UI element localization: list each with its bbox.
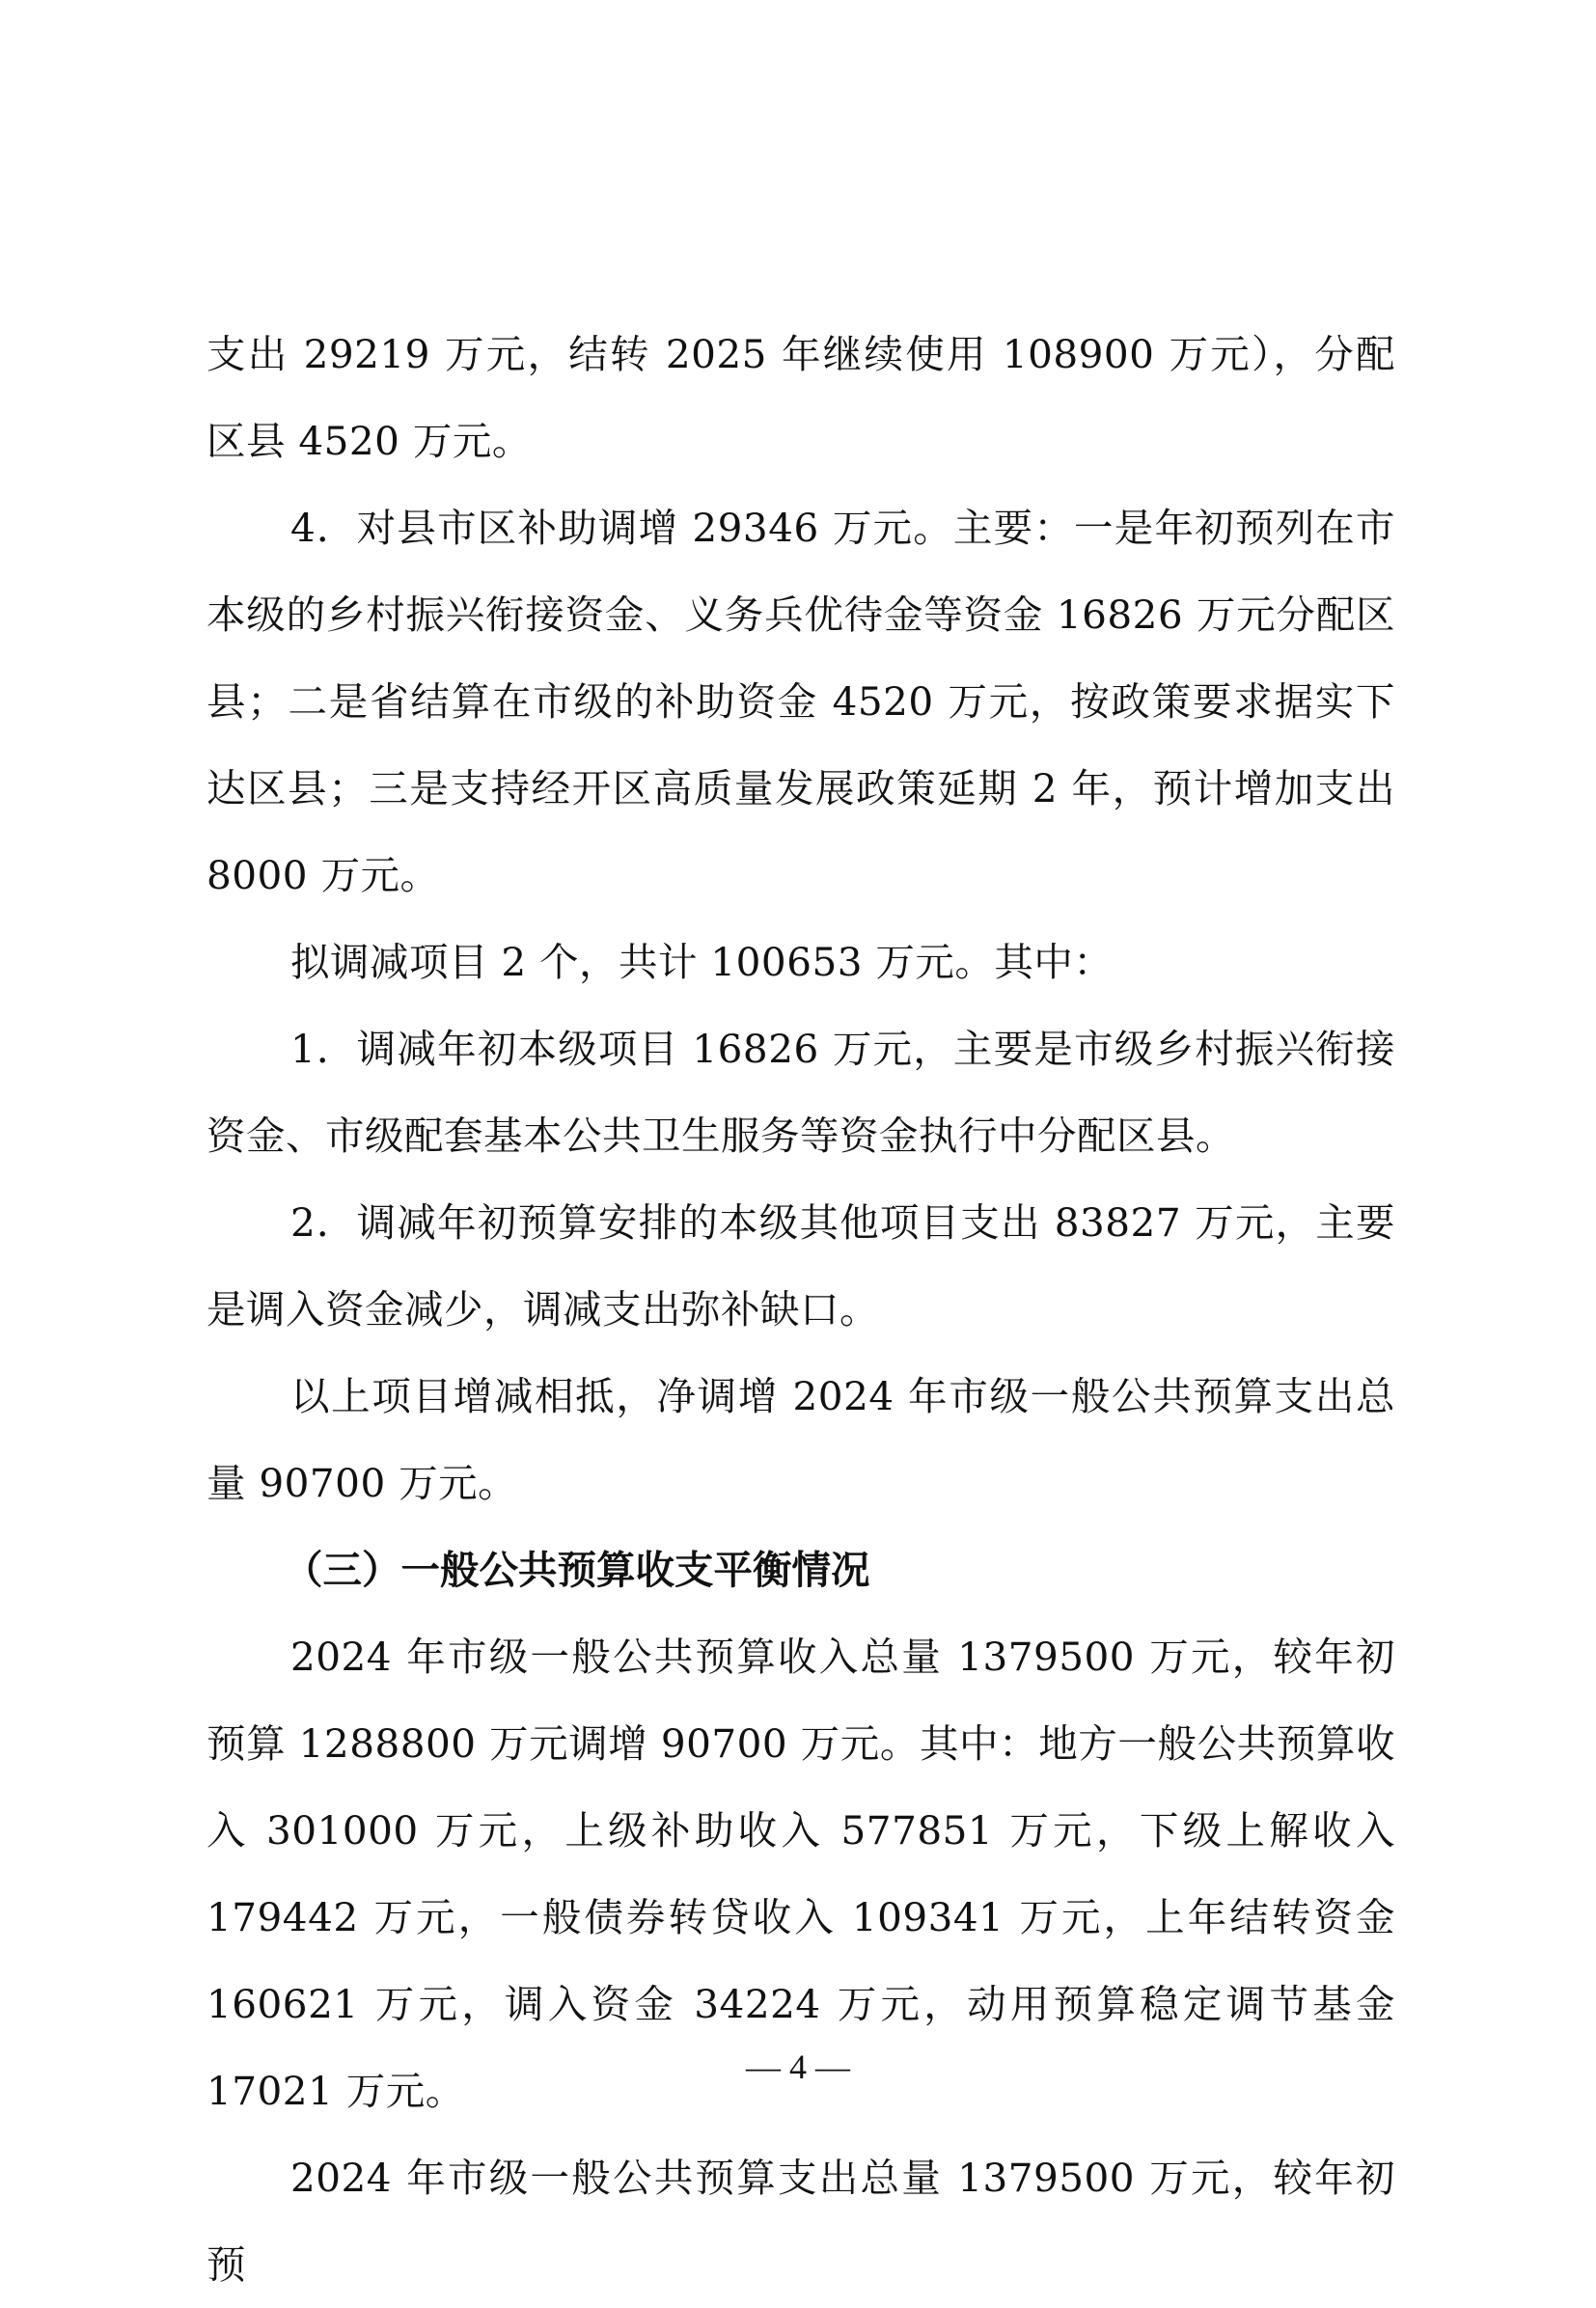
paragraph-expenditure-total: 2024 年市级一般公共预算支出总量 1379500 万元，较年初预 bbox=[206, 2155, 1395, 2288]
paragraph-reduction-item-1: 1．调减年初本级项目 16826 万元，主要是市级乡村振兴衔接资金、市级配套基本公共卫生服务等资金执行中分配区县。 bbox=[206, 1026, 1395, 1159]
paragraph-net-adjustment: 以上项目增减相抵，净调增 2024 年市级一般公共预算支出总量 90700 万元。 bbox=[206, 1373, 1395, 1506]
paragraph-reduction-item-2: 2．调减年初预算安排的本级其他项目支出 83827 万元，主要是调入资金减少，调减支出弥补缺口。 bbox=[206, 1199, 1395, 1333]
paragraph-continuation: 支出 29219 万元，结转 2025 年继续使用 108900 万元），分配区县 4520 万元。 bbox=[206, 331, 1395, 464]
paragraph-reduction-summary: 拟调减项目 2 个，共计 100653 万元。其中： bbox=[290, 939, 1114, 985]
paragraph-item-4: 4．对县市区补助调增 29346 万元。主要：一是年初预列在市本级的乡村振兴衔接资金、义务兵优待金等资金 16826 万元分配区县；二是省结算在市级的补助资金 4520 万元，按政策要求据实下达区县；三是支持经开区高质量发展政策延期 2 年，预计增加支出 8000 万元。 bbox=[206, 505, 1395, 898]
section-heading: （三）一般公共预算收支平衡情况 bbox=[284, 1547, 870, 1593]
document-body bbox=[206, 311, 1395, 2308]
paragraph-revenue-total: 2024 年市级一般公共预算收入总量 1379500 万元，较年初预算 1288800 万元调增 90700 万元。其中：地方一般公共预算收入 301000 万元，上级补助收入 577851 万元，下级上解收入 179442 万元，一般债券转贷收入 109341 万元，上年结转资金 160621 万元，调入资金 34224 万元，动用预算稳定调节基金 17021 万元。 bbox=[206, 1634, 1395, 2114]
page-number: — 4 — bbox=[746, 2047, 850, 2086]
